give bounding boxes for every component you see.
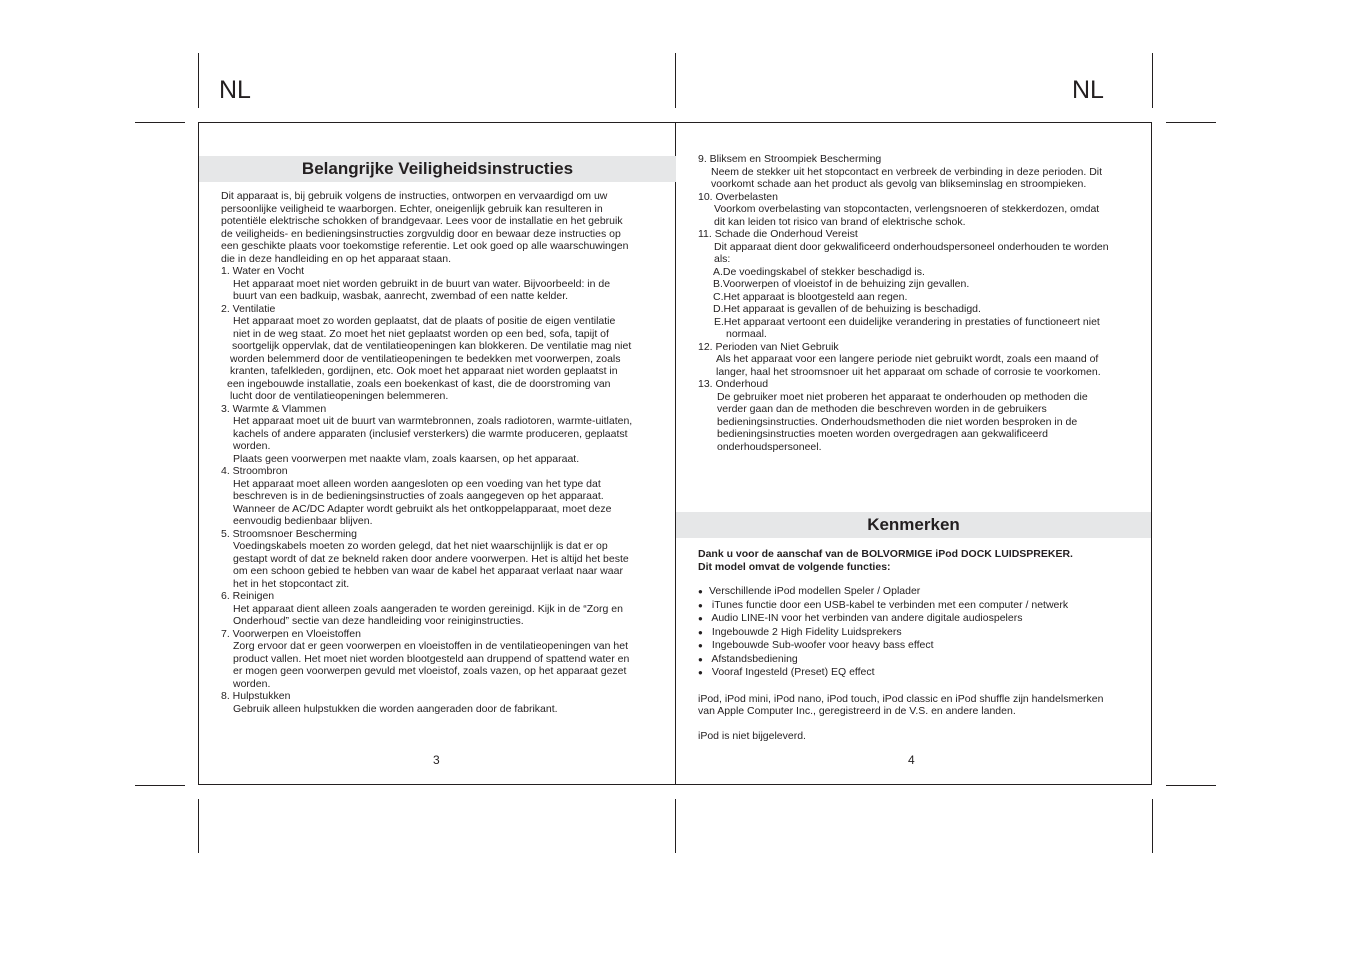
language-label-left: NL — [219, 76, 251, 104]
crop-mark — [1152, 53, 1153, 108]
safety-text — [221, 190, 671, 715]
item-title: 7. Voorwerpen en Vloeistoffen — [221, 627, 361, 640]
item-title: 8. Hulpstukken — [221, 690, 291, 702]
instruction-item: 1. Water en Vocht Het apparaat moet niet worden gebruikt in de buurt van water. Bijvoorbeeld: in de buurt van een badkuip, wasbak, aanrecht, zwembad of een natte kelder. — [221, 265, 671, 303]
bullet-icon: ● — [698, 614, 703, 623]
instruction-item: 12. Perioden van Niet Gebruik Als het apparaat voor een langere periode niet gebruikt wordt, zoals een maand of langer, haal het stroomsnoer uit het apparaat om schade of corrosie te voorkomen. — [698, 341, 1138, 379]
crop-mark — [675, 53, 676, 108]
trademark-note: iPod, iPod mini, iPod nano, iPod touch, iPod classic en iPod shuffle zijn handelsmerken — [698, 692, 1104, 705]
crop-mark — [1166, 785, 1216, 786]
instruction-item: 9. Bliksem en Stroompiek Bescherming Neem de stekker uit het stopcontact en verbreek de verbinding in deze perioden. Dit voorkomt schade aan het product als gevolg van blikseminslag en stroompieken. — [698, 153, 1138, 191]
crop-mark — [675, 799, 676, 853]
list-item: ● Verschillende iPod modellen Speler / Oplader — [698, 585, 921, 597]
bullet-icon: ● — [698, 654, 703, 664]
item-title: 9. Bliksem en Stroompiek Bescherming — [698, 153, 882, 165]
features-section — [698, 548, 1143, 742]
instruction-item: 2. Ventilatie Het apparaat moet zo worden geplaatst, dat de plaats of positie de eigen ventilatie niet in de weg staat. Zo moet het niet geplaatst worden op een bed, sofa, tapijt of soortgelijk oppervlak, dat de ventilatieopeningen kan blokkeren. De ventilatie mag niet worden belemmerd door de ventilatieopeningen te bedekken met voorwerpen, zoals kranten, tafelkleden, gordijnen, etc. Ook moet het apparaat niet worden geplaatst in een ingebouwde installatie, zoals een boekenkast of kast, die de doorstroming van lucht door de ventilatieopeningen belemmeren. — [221, 303, 671, 403]
crop-mark — [198, 799, 199, 853]
item-title: 12. Perioden van Niet Gebruik — [698, 340, 839, 353]
instruction-item: 4. Stroombron Het apparaat moet alleen worden aangesloten op een voeding van het type dat beschreven is in de bedieningsinstructies of zoals aangegeven op het apparaat. Wanneer de AC/DC Adapter wordt gebruikt als het ontkoppelapparaat, moet deze eenvoudig bedienbaar blijven. — [221, 465, 671, 528]
item-title: 6. Reinigen — [221, 590, 275, 602]
bullet-icon: ● — [698, 641, 703, 650]
page-left — [199, 123, 676, 784]
safety-text-continued — [698, 153, 1138, 453]
list-item: ● Afstandsbediening — [698, 652, 798, 665]
bullet-icon: ● — [698, 600, 703, 610]
item-title: 4. Stroombron — [221, 465, 288, 477]
crop-mark — [135, 122, 185, 123]
instruction-item: 8. Hulpstukken Gebruik alleen hulpstukken die worden aangeraden door de fabrikant. — [221, 690, 671, 715]
crop-mark — [1166, 122, 1216, 123]
crop-mark — [1152, 799, 1153, 853]
item-title: 3. Warmte & Vlammen — [221, 402, 327, 415]
page-number: 4 — [908, 753, 915, 767]
instruction-item: 11. Schade die Onderhoud Vereist Dit apparaat dient door gekwalificeerd onderhoudspersoneel onderhouden te worden als: A.De voedingskabel of stekker beschadigd is. B.Voorwerpen of vloeistof in de behuizing zijn gevallen. C.Het apparaat is blootgesteld aan regen. D.Het apparaat is gevallen of de behuizing is beschadigd. E.Het apparaat vertoont een duidelijke verandering in prestaties of functioneert niet normaal. — [698, 228, 1138, 341]
section-heading-features: Kenmerken — [676, 512, 1151, 538]
list-item: ● Vooraf Ingesteld (Preset) EQ effect — [698, 666, 875, 678]
page-number: 3 — [433, 753, 440, 767]
thanks-line: Dit model omvat de volgende functies: — [698, 560, 891, 573]
item-title: 13. Onderhoud — [698, 378, 769, 390]
item-title: 1. Water en Vocht — [221, 265, 305, 277]
bullet-icon: ● — [698, 627, 703, 637]
not-included-note: iPod is niet bijgeleverd. — [698, 729, 806, 742]
instruction-item: 10. Overbelasten Voorkom overbelasting van stopcontacten, verlengsnoeren of stekkerdozen, omdat dit kan leiden tot risico van brand of elektrische schok. — [698, 191, 1138, 229]
crop-mark — [198, 53, 199, 108]
instruction-item: 7. Voorwerpen en Vloeistoffen Zorg ervoor dat er geen voorwerpen en vloeistoffen in de ventilatieopeningen van het product vallen. Het moet niet worden blootgesteld aan druppend of spattend water en er mogen geen voorwerpen gevuld met vloeistof, zoals vazen, op het apparaat gezet worden. — [221, 628, 671, 691]
intro-paragraph: Dit apparaat is, bij gebruik volgens de instructies, ontworpen en vervaardigd om uw persoonlijke veiligheid te waarborgen. Echter, oneigenlijk gebruik kan resulteren in potentiële elektrische schokken of brandgevaar. Lees voor de installatie en het gebruik de veiligheids- en bedieningsinstructies zorgvuldig door en bewaar deze instructies op een geschikte plaats voor toekomstige referentie. Let ook goed op alle waarschuwingen die in deze handleiding en op het apparaat staan. — [221, 190, 629, 265]
list-item: ● iTunes functie door een USB-kabel te verbinden met een computer / netwerk — [698, 598, 1069, 611]
page-spread — [198, 122, 1152, 785]
item-title: 2. Ventilatie — [221, 302, 276, 315]
features-list — [698, 585, 1143, 680]
item-title: 10. Overbelasten — [698, 190, 778, 203]
thanks-line: Dank u voor de aanschaf van de BOLVORMIGE iPod DOCK LUIDSPREKER. — [698, 548, 1073, 560]
section-heading-safety: Belangrijke Veiligheidsinstructies — [199, 156, 676, 182]
item-title: 11. Schade die Onderhoud Vereist — [698, 228, 858, 240]
trademark-note: van Apple Computer Inc., geregistreerd in de V.S. en andere landen. — [698, 705, 1016, 717]
bullet-icon: ● — [698, 587, 703, 596]
list-item: ● Ingebouwde 2 High Fidelity Luidsprekers — [698, 625, 902, 638]
page-right — [676, 123, 1151, 784]
list-item: ● Audio LINE-IN voor het verbinden van andere digitale audiospelers — [698, 612, 1023, 624]
instruction-item: 5. Stroomsnoer Bescherming Voedingskabels moeten zo worden gelegd, dat het niet waarschijnlijk is dat er op gestapt wordt of dat ze bekneld raken door andere voorwerpen. Het is altijd het beste om een schoon gebied te hebben van waar de kabel het apparaat verlaat naar waar het in het stopcontact zit. — [221, 528, 671, 591]
instruction-item: 6. Reinigen Het apparaat dient alleen zoals aangeraden te worden gereinigd. Kijk in de “Zorg en Onderhoud” sectie van deze handleiding voor reiniginstructies. — [221, 590, 671, 628]
bullet-icon: ● — [698, 668, 703, 677]
item-title: 5. Stroomsnoer Bescherming — [221, 527, 357, 540]
instruction-item: 3. Warmte & Vlammen Het apparaat moet uit de buurt van warmtebronnen, zoals radiotoren, warmte-uitlaten, kachels of andere apparaten (inclusief versterkers) die warmte produceren, geplaatst worden. Plaats geen voorwerpen met naakte vlam, zoals kaarsen, op het apparaat. — [221, 403, 671, 466]
crop-mark — [135, 785, 185, 786]
language-label-right: NL — [1072, 76, 1104, 104]
list-item: ● Ingebouwde Sub-woofer voor heavy bass effect — [698, 639, 934, 651]
instruction-item: 13. Onderhoud De gebruiker moet niet proberen het apparaat te onderhouden op methoden die verder gaan dan de methoden die beschreven worden in de gebruikers bedieningsinstructies. Onderhoudsmethoden die niet worden besproken in de bedieningsinstructies moeten worden overgedragen aan gekwalificeerd onderhoudspersoneel. — [698, 378, 1138, 453]
